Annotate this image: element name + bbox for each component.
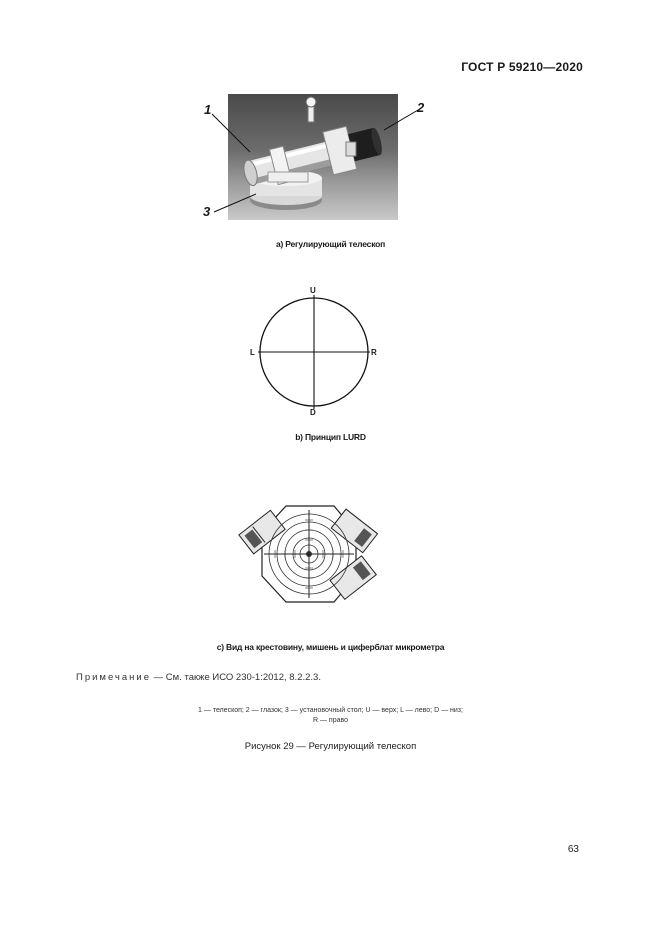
label-up: U: [310, 286, 316, 295]
label-down: D: [310, 408, 316, 417]
leader-line-2: [384, 110, 418, 130]
label-right: R: [371, 348, 377, 357]
caption-b: b) Принцип LURD: [295, 432, 366, 442]
leader-line-3: [214, 194, 256, 212]
target-view-drawing: [238, 492, 380, 616]
label-left: L: [250, 348, 255, 357]
legend: [0, 706, 661, 726]
legend-line-1: 1 — телескоп; 2 — глазок; 3 — установочный стол; U — верх; L — лево; D — низ;: [198, 707, 463, 714]
callout-leaders: [0, 0, 661, 260]
caption-a: a) Регулирующий телескоп: [275, 239, 386, 249]
callout-1: 1: [204, 102, 212, 117]
caption-c: c) Вид на крестовину, мишень и циферблат микрометра: [216, 642, 445, 652]
figure-title: Рисунок 29 — Регулирующий телескоп: [244, 741, 417, 752]
lurd-diagram: [255, 295, 375, 411]
legend-line-2: R — право: [312, 717, 349, 725]
callout-2: 2: [417, 100, 425, 115]
note-text: — См. также ИСО 230-1:2012, 8.2.2.3.: [153, 672, 321, 683]
leader-line-1: [212, 114, 250, 152]
note-label: Примечание: [76, 672, 151, 683]
page-number: 63: [567, 844, 579, 855]
callout-3: 3: [203, 204, 211, 219]
note: [76, 672, 321, 683]
standard-number: ГОСТ Р 59210—2020: [461, 60, 583, 74]
